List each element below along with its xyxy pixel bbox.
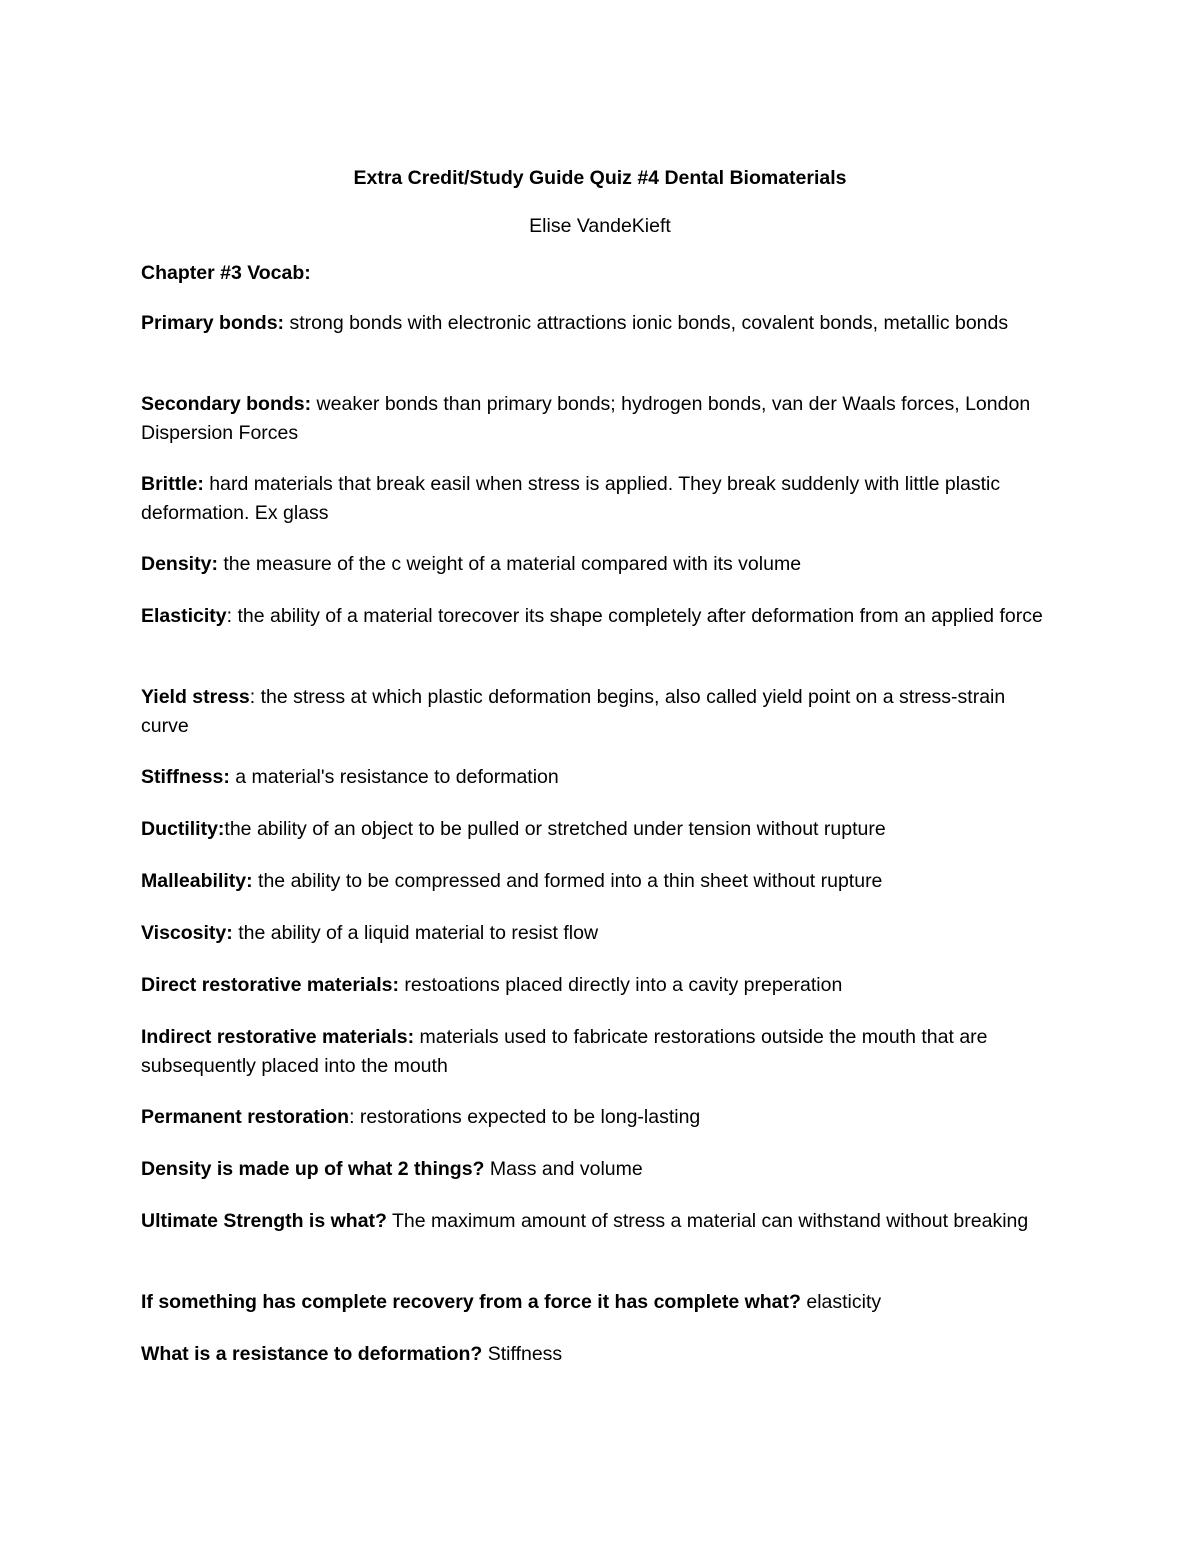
quiz-question [141, 1155, 1056, 1184]
vocab-definition: strong bonds with electronic attractions ionic bonds, covalent bonds, metallic bonds [284, 312, 1009, 334]
quiz-question [141, 1288, 1056, 1317]
vocab-term: Viscosity: [141, 922, 233, 944]
vocab-entry [141, 815, 1056, 844]
quiz-answer: Mass and volume [484, 1158, 643, 1180]
vocab-entry [141, 602, 1056, 631]
quiz-answer: Stiffness [482, 1343, 563, 1365]
quiz-question-text: Density is made up of what 2 things? [141, 1158, 485, 1180]
vocab-term: Density: [141, 553, 218, 575]
vocab-definition: a material's resistance to deformation [229, 766, 559, 788]
vocab-definition: weaker bonds than primary bonds; hydrogen bonds, van der Waals forces, London Dispersion Forces [141, 393, 1031, 444]
vocab-entry [141, 1023, 1056, 1080]
vocab-entry [141, 550, 1056, 579]
vocab-definition: : the ability of a material torecover its shape completely after deformation from an applied force [226, 605, 1043, 627]
vocab-term: Primary bonds: [141, 312, 285, 334]
vocab-definition: materials used to fabricate restorations outside the mouth that are subsequently placed into the mouth [141, 1026, 988, 1077]
vocab-definition: the ability of a liquid material to resist flow [232, 922, 599, 944]
quiz-answer: elasticity [800, 1291, 882, 1313]
vocab-definition: restoations placed directly into a cavity preperation [398, 974, 843, 996]
vocab-entry [141, 470, 1056, 527]
vocab-term: Ductility: [141, 818, 225, 840]
vocab-term: Elasticity [141, 605, 227, 627]
document-title: Extra Credit/Study Guide Quiz #4 Dental Biomaterials [353, 167, 847, 189]
vocab-term: Malleability: [141, 870, 253, 892]
vocab-definition: hard materials that break easil when stress is applied. They break suddenly with little plastic deformation. Ex glass [141, 473, 1001, 524]
vocab-definition: the ability of an object to be pulled or stretched under tension without rupture [224, 818, 886, 840]
vocab-term: Yield stress [141, 686, 250, 708]
document-author: Elise VandeKieft [529, 215, 671, 237]
quiz-question-text: If something has complete recovery from a force it has complete what? [141, 1291, 801, 1313]
quiz-question-text: Ultimate Strength is what? [141, 1210, 387, 1232]
vocab-entry [141, 683, 1056, 740]
vocab-term: Permanent restoration [141, 1106, 350, 1128]
vocab-definition: the measure of the c weight of a material compared with its volume [217, 553, 802, 575]
vocab-term: Brittle: [141, 473, 204, 495]
vocab-term: Secondary bonds: [141, 393, 312, 415]
vocab-definition: : restorations expected to be long-lasting [349, 1106, 701, 1128]
quiz-question [141, 1340, 1056, 1369]
vocab-entry [141, 309, 1056, 338]
vocab-entry [141, 1103, 1056, 1132]
section-heading: Chapter #3 Vocab: [141, 262, 311, 284]
vocab-term: Direct restorative materials: [141, 974, 399, 996]
vocab-entry [141, 763, 1056, 792]
vocab-definition: : the stress at which plastic deformation begins, also called yield point on a stress-strain curve [141, 686, 1006, 737]
quiz-question [141, 1207, 1056, 1236]
vocab-entry [141, 867, 1056, 896]
vocab-definition: the ability to be compressed and formed into a thin sheet without rupture [252, 870, 883, 892]
quiz-question-text: What is a resistance to deformation? [141, 1343, 483, 1365]
vocab-term: Indirect restorative materials: [141, 1026, 415, 1048]
quiz-answer: The maximum amount of stress a material can withstand without breaking [386, 1210, 1029, 1232]
vocab-entry [141, 390, 1056, 447]
vocab-term: Stiffness: [141, 766, 230, 788]
vocab-entry [141, 919, 1056, 948]
vocab-entry [141, 971, 1056, 1000]
